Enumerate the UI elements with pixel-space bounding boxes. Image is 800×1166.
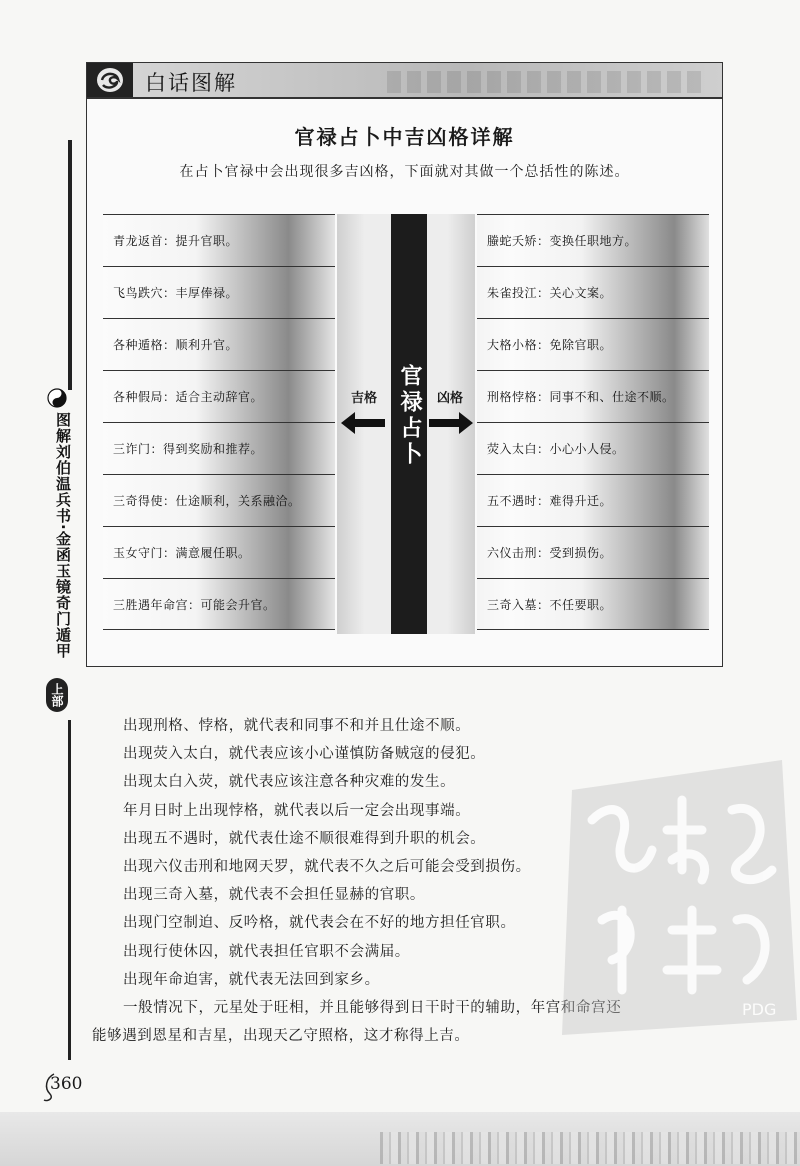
paragraph: 出现荧入太白，就代表应该小心谨慎防备贼寇的侵犯。 [123, 746, 486, 763]
bleed-through-text [387, 71, 707, 93]
spine-rule [68, 140, 72, 390]
paragraph: 年月日时上出现悖格，就代表以后一定会出现事端。 [123, 802, 471, 819]
paragraph: 出现六仪击刑和地网天罗，就代表不久之后可能会受到损伤。 [123, 859, 531, 876]
list-item: 螣蛇夭矫：变换任职地方。 [477, 214, 709, 266]
paragraph: 出现年命迫害，就代表无法回到家乡。 [123, 971, 380, 988]
paragraph: 出现门空制迫、反吟格，就代表会在不好的地方担任官职。 [123, 915, 516, 932]
volume-badge: 上部 [46, 678, 68, 712]
list-item: 玉女守门：满意履任职。 [103, 526, 335, 578]
list-item: 刑格悖格：同事不和、仕途不顺。 [477, 370, 709, 422]
figure-subtitle: 在占卜官禄中会出现很多吉凶格，下面就对其做一个总括性的陈述。 [179, 164, 630, 180]
section-header-title: 白话图解 [145, 71, 237, 95]
paragraph: 出现太白入荧，就代表应该注意各种灾难的发生。 [123, 774, 456, 791]
list-item: 各种遁格：顺利升官。 [103, 318, 335, 370]
list-item: 各种假局：适合主动辞官。 [103, 370, 335, 422]
list-item: 大格小格：免除官职。 [477, 318, 709, 370]
center-label: 官禄占卜 [397, 364, 422, 468]
list-item: 飞鸟跌穴：丰厚俸禄。 [103, 266, 335, 318]
figure-box [86, 62, 723, 667]
paragraph: 出现五不遇时，就代表仕途不顺很难得到升职的机会。 [123, 830, 486, 847]
list-item: 三诈门：得到奖励和推荐。 [103, 422, 335, 474]
paragraph: 一般情况下，元星处于旺相，并且能够得到日干时干的辅助，年宫和命宫还 [123, 1000, 622, 1017]
watermark-seal [552, 750, 800, 1040]
arrow-right-icon [429, 412, 473, 434]
watermark-text: PDG [742, 1000, 777, 1019]
page-number: 360 [50, 1074, 83, 1094]
list-item: 五不遇时：难得升迁。 [477, 474, 709, 526]
list-item: 青龙返首：提升官职。 [103, 214, 335, 266]
dragon-logo-icon [87, 63, 133, 97]
section-header [87, 63, 722, 99]
paragraph: 出现行使休囚，就代表担任官职不会满届。 [123, 943, 410, 960]
paragraph: 出现三奇入墓，就代表不会担任显赫的官职。 [123, 887, 425, 904]
list-item: 三胜遇年命宫：可能会升官。 [103, 578, 335, 630]
yin-yang-icon [47, 388, 67, 408]
center-road [337, 214, 475, 634]
list-item: 朱雀投江：关心文案。 [477, 266, 709, 318]
arrow-left-icon [341, 412, 385, 434]
bad-patterns-list [477, 214, 709, 630]
spine-rule-lower [68, 720, 71, 1060]
bad-label: 凶格 [437, 391, 464, 406]
series-title: 图解刘伯温兵书·金函玉镜奇门遁甲 [54, 412, 72, 659]
good-label: 吉格 [351, 391, 378, 406]
list-item: 荧入太白：小心小人侵。 [477, 422, 709, 474]
paragraph: 出现刑格、悖格，就代表和同事不和并且仕途不顺。 [123, 718, 471, 734]
figure-title: 官禄占卜中吉凶格详解 [294, 125, 515, 149]
list-item: 三奇得使：仕途顺利，关系融洽。 [103, 474, 335, 526]
paragraph: 能够遇到恩星和吉星，出现天乙守照格，这才称得上吉。 [92, 1028, 470, 1045]
good-patterns-list [103, 214, 335, 630]
scan-artifact [380, 1132, 800, 1164]
list-item: 三奇入墓：不任要职。 [477, 578, 709, 630]
list-item: 六仪击刑：受到损伤。 [477, 526, 709, 578]
